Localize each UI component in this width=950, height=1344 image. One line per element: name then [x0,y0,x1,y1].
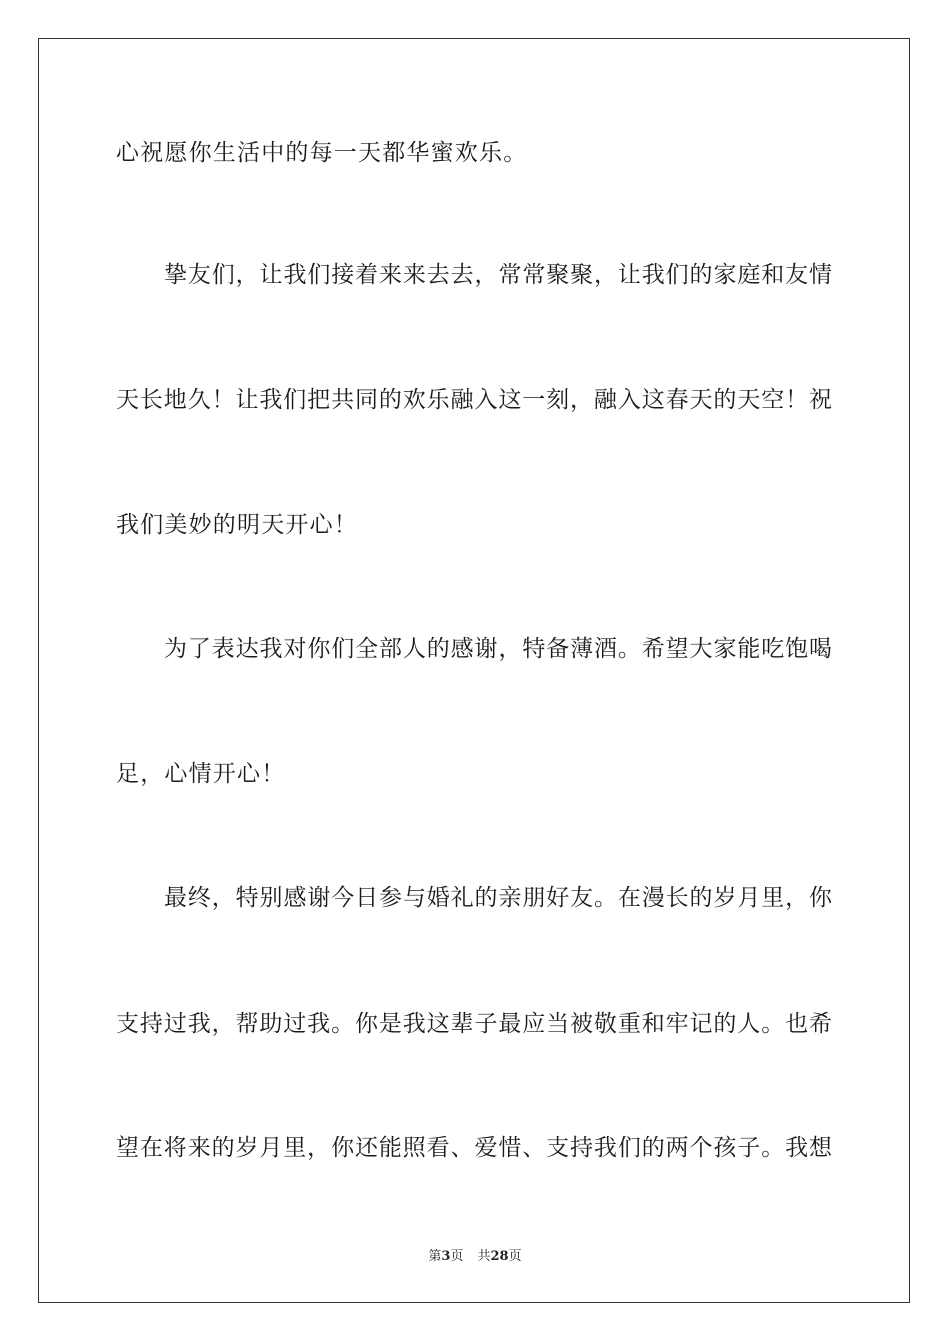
page-number: 3 [441,1249,451,1264]
paragraph-line-1: 心祝愿你生活中的每一天都华蜜欢乐。 [116,140,528,166]
page-footer [0,1248,950,1266]
paragraph-line-5: 为了表达我对你们全部人的感谢，特备薄酒。希望大家能吃饱喝 [164,636,832,662]
total-suffix: 页 [508,1249,522,1264]
page-suffix: 页 [450,1249,464,1264]
paragraph-line-6: 足，心情开心！ [116,761,286,787]
paragraph-line-4: 我们美妙的明天开心！ [116,512,358,538]
paragraph-line-9: 望在将来的岁月里，你还能照看、爱惜、支持我们的两个孩子。我想 [116,1135,832,1161]
paragraph-line-7: 最终，特别感谢今日参与婚礼的亲朋好友。在漫长的岁月里，你 [164,885,832,911]
total-prefix: 共 [477,1249,491,1264]
paragraph-line-2: 挚友们，让我们接着来来去去，常常聚聚，让我们的家庭和友情 [164,262,832,288]
paragraph-line-3: 天长地久！让我们把共同的欢乐融入这一刻，融入这春天的天空！祝 [116,387,832,413]
page-border [38,38,910,1303]
paragraph-line-8: 支持过我，帮助过我。你是我这辈子最应当被敬重和牢记的人。也希 [116,1011,832,1037]
page-prefix: 第 [428,1249,442,1264]
total-pages: 28 [490,1249,509,1264]
